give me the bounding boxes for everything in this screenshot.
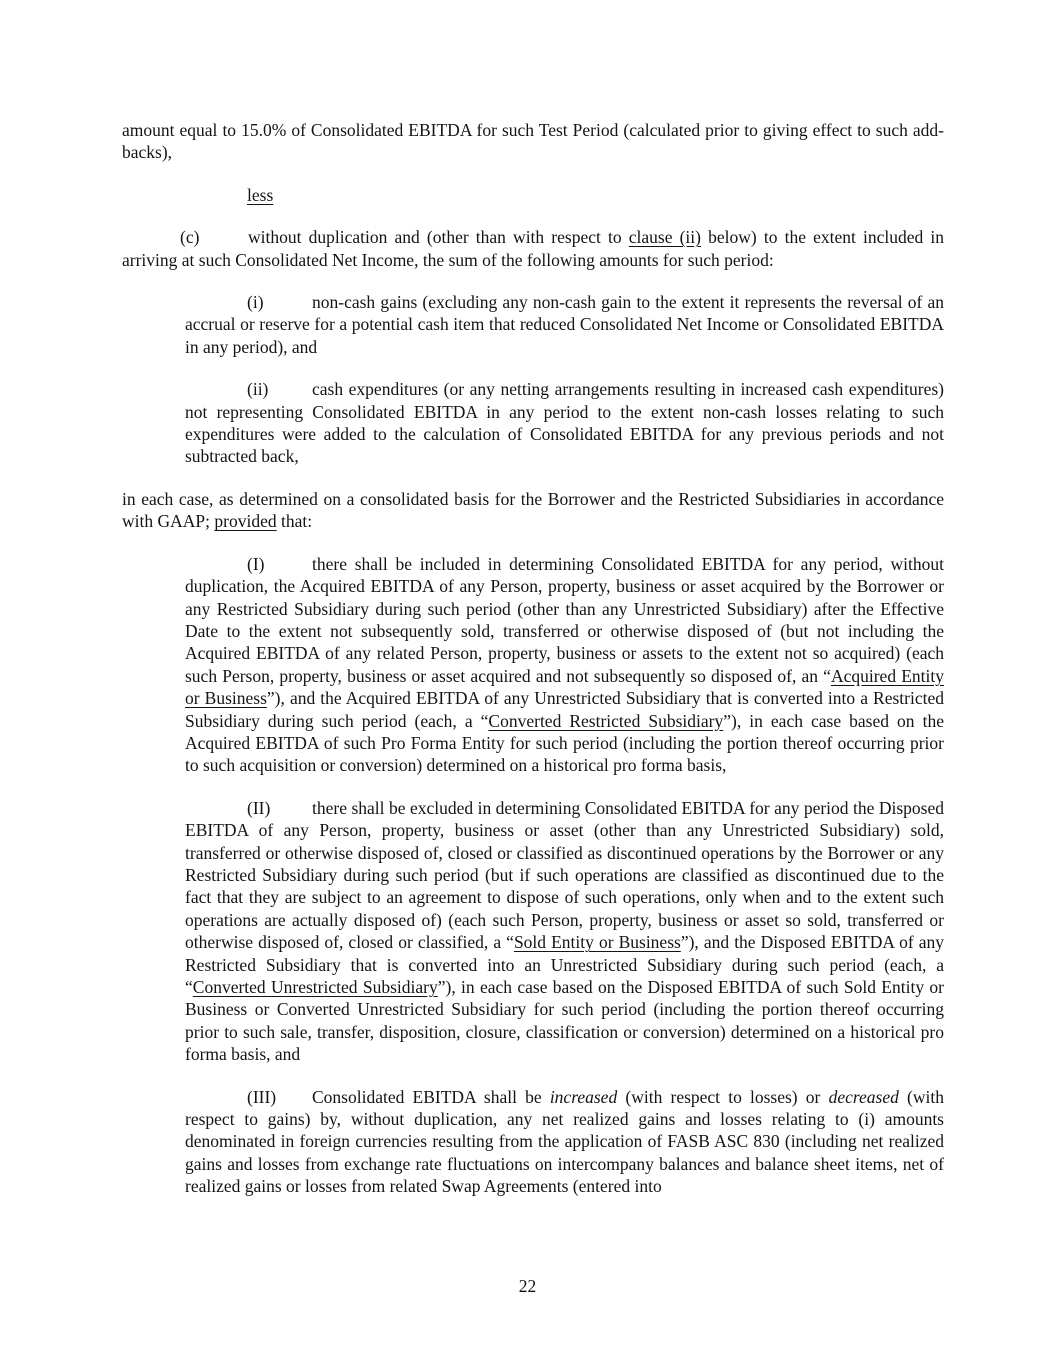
less-connector	[247, 184, 944, 206]
text-run: ”), and the Acquired EBITDA of any Unrestricted Subsidiary that is converted into a Restricted Subsidiary during such period (each, a “	[185, 688, 944, 731]
text-run: without duplication and (other than with respect to	[248, 227, 629, 248]
text-run: there shall be excluded in determining Consolidated EBITDA for any period the Disposed EBITDA of any Person, property, business or asset (other than any Unrestricted Subsidiary) sold, transferred or otherwise disposed of, closed or classified as discontinued operations by the Borrower or any Restricted Subsidiary during such period (but if such operations are classified as discontinued due to the fact that they are subject to an agreement to dispose of such operations, only when and to the extent such operations are actually disposed of) (each such Person, property, business or asset so sold, transferred or otherwise disposed of, closed or classified, a “	[185, 797, 944, 953]
in-each-case-paragraph	[122, 488, 944, 533]
proviso-I-paragraph	[185, 553, 944, 777]
text-run: that:	[276, 511, 313, 532]
underlined-term: Converted Unrestricted Subsidiary	[192, 977, 438, 997]
clause-label: (II)	[247, 797, 271, 818]
underlined-term: clause (ii)	[628, 227, 701, 248]
intro-continuation-paragraph	[122, 119, 944, 164]
text-run: (with respect to gains) by, without duplication, any net realized gains and losses relating to (i) amounts denominated in foreign currencies resulting from the application of FASB ASC 830 (including net realized gains and losses from exchange rate fluctuations on intercompany balances and balance sheet items, net of realized gains or losses from related Swap Agreements (entered into	[185, 1086, 944, 1197]
text-run: (with respect to losses) or	[617, 1086, 829, 1107]
clause-label: (III)	[247, 1086, 277, 1107]
clause-label: (ii)	[247, 379, 269, 400]
underlined-term: Converted Restricted Subsidiary	[488, 710, 724, 731]
text-run: ”), and the Disposed EBITDA of any Restricted Subsidiary that is converted into an Unrestricted Subsidiary during such period (each, a “	[185, 932, 944, 997]
text-run: there shall be included in determining Consolidated EBITDA for any period, without duplication, the Acquired EBITDA of any Person, property, business or asset acquired by the Borrower or any Restricted Subsidiary during such period (other than any Unrestricted Subsidiary) after the Effective Date to the extent not subsequently sold, transferred or otherwise disposed of (but not including the Acquired EBITDA of any related Person, property, business or assets to the extent not so acquired) (each such Person, property, business or asset acquired and not subsequently so disposed of, an “	[185, 553, 944, 686]
underlined-term: Sold Entity or Business	[513, 932, 681, 953]
italic-term: decreased	[828, 1086, 899, 1107]
text-run: below) to the extent included in arriving at such Consolidated Net Income, the sum of the following amounts for such period:	[122, 227, 945, 270]
underlined-term: provided	[214, 511, 277, 532]
italic-term: increased	[549, 1086, 618, 1107]
underlined-term: less	[247, 184, 274, 205]
page-number: 22	[518, 1276, 537, 1296]
proviso-III-paragraph	[185, 1086, 944, 1198]
clause-label: (c)	[180, 227, 200, 248]
text-run: ”), in each case based on the Disposed EBITDA of such Sold Entity or Business or Converted Unrestricted Subsidiary for such period (including the portion thereof occurring prior to such sale, transfer, disposition, closure, classification or conversion) determined on a historical pro forma basis, and	[185, 977, 944, 1065]
clause-ii-paragraph	[185, 378, 944, 468]
proviso-II-paragraph	[185, 797, 944, 1066]
clause-label: (i)	[247, 292, 264, 313]
text-run: amount equal to 15.0% of Consolidated EBITDA for such Test Period (calculated prior to giving effect to such add-backs),	[122, 120, 944, 163]
clause-i-paragraph	[185, 291, 944, 358]
clause-label: (I)	[247, 553, 265, 574]
document-body	[122, 119, 944, 1218]
clause-c-paragraph	[122, 226, 944, 271]
text-run: cash expenditures (or any netting arrangements resulting in increased cash expenditures) not representing Consolidated EBITDA in any period to the extent non-cash losses relating to such expenditures were added to the calculation of Consolidated EBITDA for any previous periods and not subtracted back,	[185, 379, 944, 467]
text-run: Consolidated EBITDA shall be	[312, 1086, 550, 1107]
text-run: non-cash gains (excluding any non-cash gain to the extent it represents the reversal of an accrual or reserve for a potential cash item that reduced Consolidated Net Income or Consolidated EBITDA in any period), and	[185, 292, 944, 357]
text-run: ”), in each case based on the Acquired EBITDA of such Pro Forma Entity for such period (including the portion thereof occurring prior to such acquisition or conversion) determined on a historical pro forma basis,	[185, 710, 944, 776]
underlined-term: Acquired Entity or Business	[185, 665, 944, 709]
text-run: in each case, as determined on a consolidated basis for the Borrower and the Restricted Subsidiaries in accordance with GAAP;	[122, 488, 944, 532]
